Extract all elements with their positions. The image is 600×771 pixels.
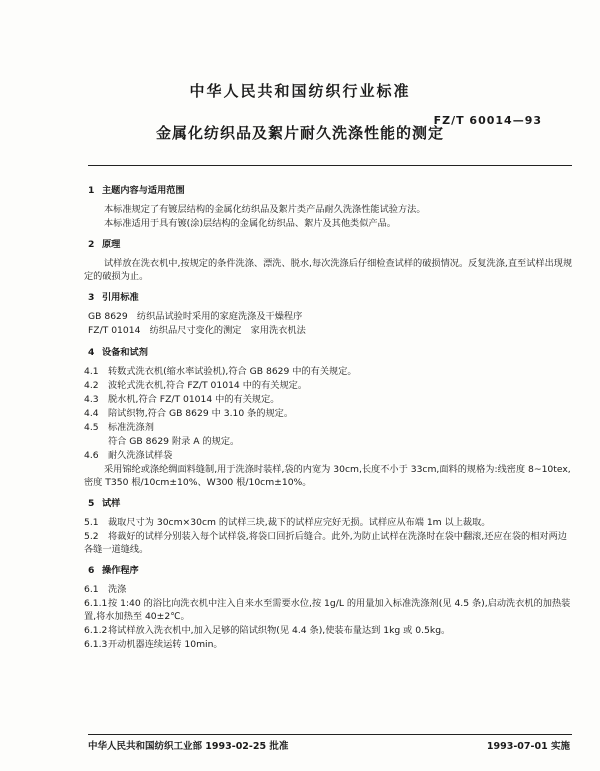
section-heading-3: 3 引用标准 — [88, 292, 139, 303]
list-item: 4.2 波轮式洗衣机,符合 FZ/T 01014 中的有关规定。 — [84, 380, 308, 391]
footer-divider — [88, 734, 572, 735]
section-heading-1: 1 主题内容与适用范围 — [88, 185, 185, 196]
list-item: 6.1 洗涤 — [84, 584, 127, 595]
reference-item: FZ/T 01014 纺织品尺寸变化的测定 家用洗衣机法 — [88, 325, 306, 336]
list-item: 6.1.2将试样放入洗衣机中,加入足够的陪试织物(见 4.4 条),使装布量达到 1kg 或 0.5kg。 — [84, 625, 451, 636]
list-item: 4.4 陪试织物,符合 GB 8629 中 3.10 条的规定。 — [84, 408, 294, 419]
list-item: 5.1 裁取尺寸为 30cm×30cm 的试样三块,裁下的试样应完好无损。试样应从布端 1m 以上裁取。 — [84, 517, 491, 528]
reference-item: GB 8629 纺织品试验时采用的家庭洗涤及干燥程序 — [88, 311, 303, 322]
document-body — [84, 184, 576, 652]
paragraph: 试样放在洗衣机中,按规定的条件洗涤、漂洗、脱水,每次洗涤后仔细检查试样的破损情况。反复洗涤,直至试样出现规定的破损为止。 — [84, 258, 573, 282]
header-divider — [88, 165, 572, 166]
section-heading-4: 4 设备和试剂 — [88, 347, 148, 358]
list-item: 6.1.3开动机器连续运转 10min。 — [84, 639, 223, 650]
section-heading-2: 2 原理 — [88, 239, 121, 250]
paragraph: 本标准适用于具有镀(涂)层结构的金属化纺织品、絮片及其他类似产品。 — [104, 218, 396, 229]
list-item: 5.2 将裁好的试样分别装入每个试样袋,将袋口回折后缝合。此外,为防止试样在洗涤时在袋中翻滚,还应在袋的相对两边各缝一道缝线。 — [84, 531, 567, 555]
list-item-detail: 符合 GB 8629 附录 A 的规定。 — [108, 436, 240, 447]
document-title: 金属化纺织品及絮片耐久洗涤性能的测定 — [155, 124, 444, 142]
paragraph: 采用锦纶或涤纶绸面料缝制,用于洗涤时装样,袋的内宽为 30cm,长度不小于 33cm,面料的规格为:线密度 8~10tex,密度 T350 根/10cm±10%、W300 根/10cm±10%。 — [84, 464, 571, 488]
effective-date: 1993-07-01 实施 — [486, 741, 570, 752]
list-item: 4.1 转数式洗衣机(缩水率试验机),符合 GB 8629 中的有关规定。 — [84, 366, 357, 377]
standard-code: FZ/T 60014—93 — [433, 114, 542, 127]
section-heading-6: 6 操作程序 — [88, 565, 139, 576]
standard-category: 中华人民共和国纺织行业标准 — [189, 82, 411, 100]
list-item: 4.3 脱水机,符合 FZ/T 01014 中的有关规定。 — [84, 394, 280, 405]
paragraph: 本标准规定了有镀层结构的金属化纺织品及絮片类产品耐久洗涤性能试验方法。 — [104, 204, 426, 215]
section-heading-5: 5 试样 — [88, 498, 121, 509]
list-item: 4.6 耐久洗涤试样袋 — [84, 450, 173, 461]
list-item: 4.5 标准洗涤剂 — [84, 422, 154, 433]
approval-note: 中华人民共和国纺织工业部 1993-02-25 批准 — [88, 741, 289, 752]
list-item: 6.1.1按 1:40 的浴比向洗衣机中注入自来水至需要水位,按 1g/L 的用量加入标准洗涤剂(见 4.5 条),启动洗衣机的加热装置,将水加热至 40±2℃。 — [84, 598, 571, 622]
